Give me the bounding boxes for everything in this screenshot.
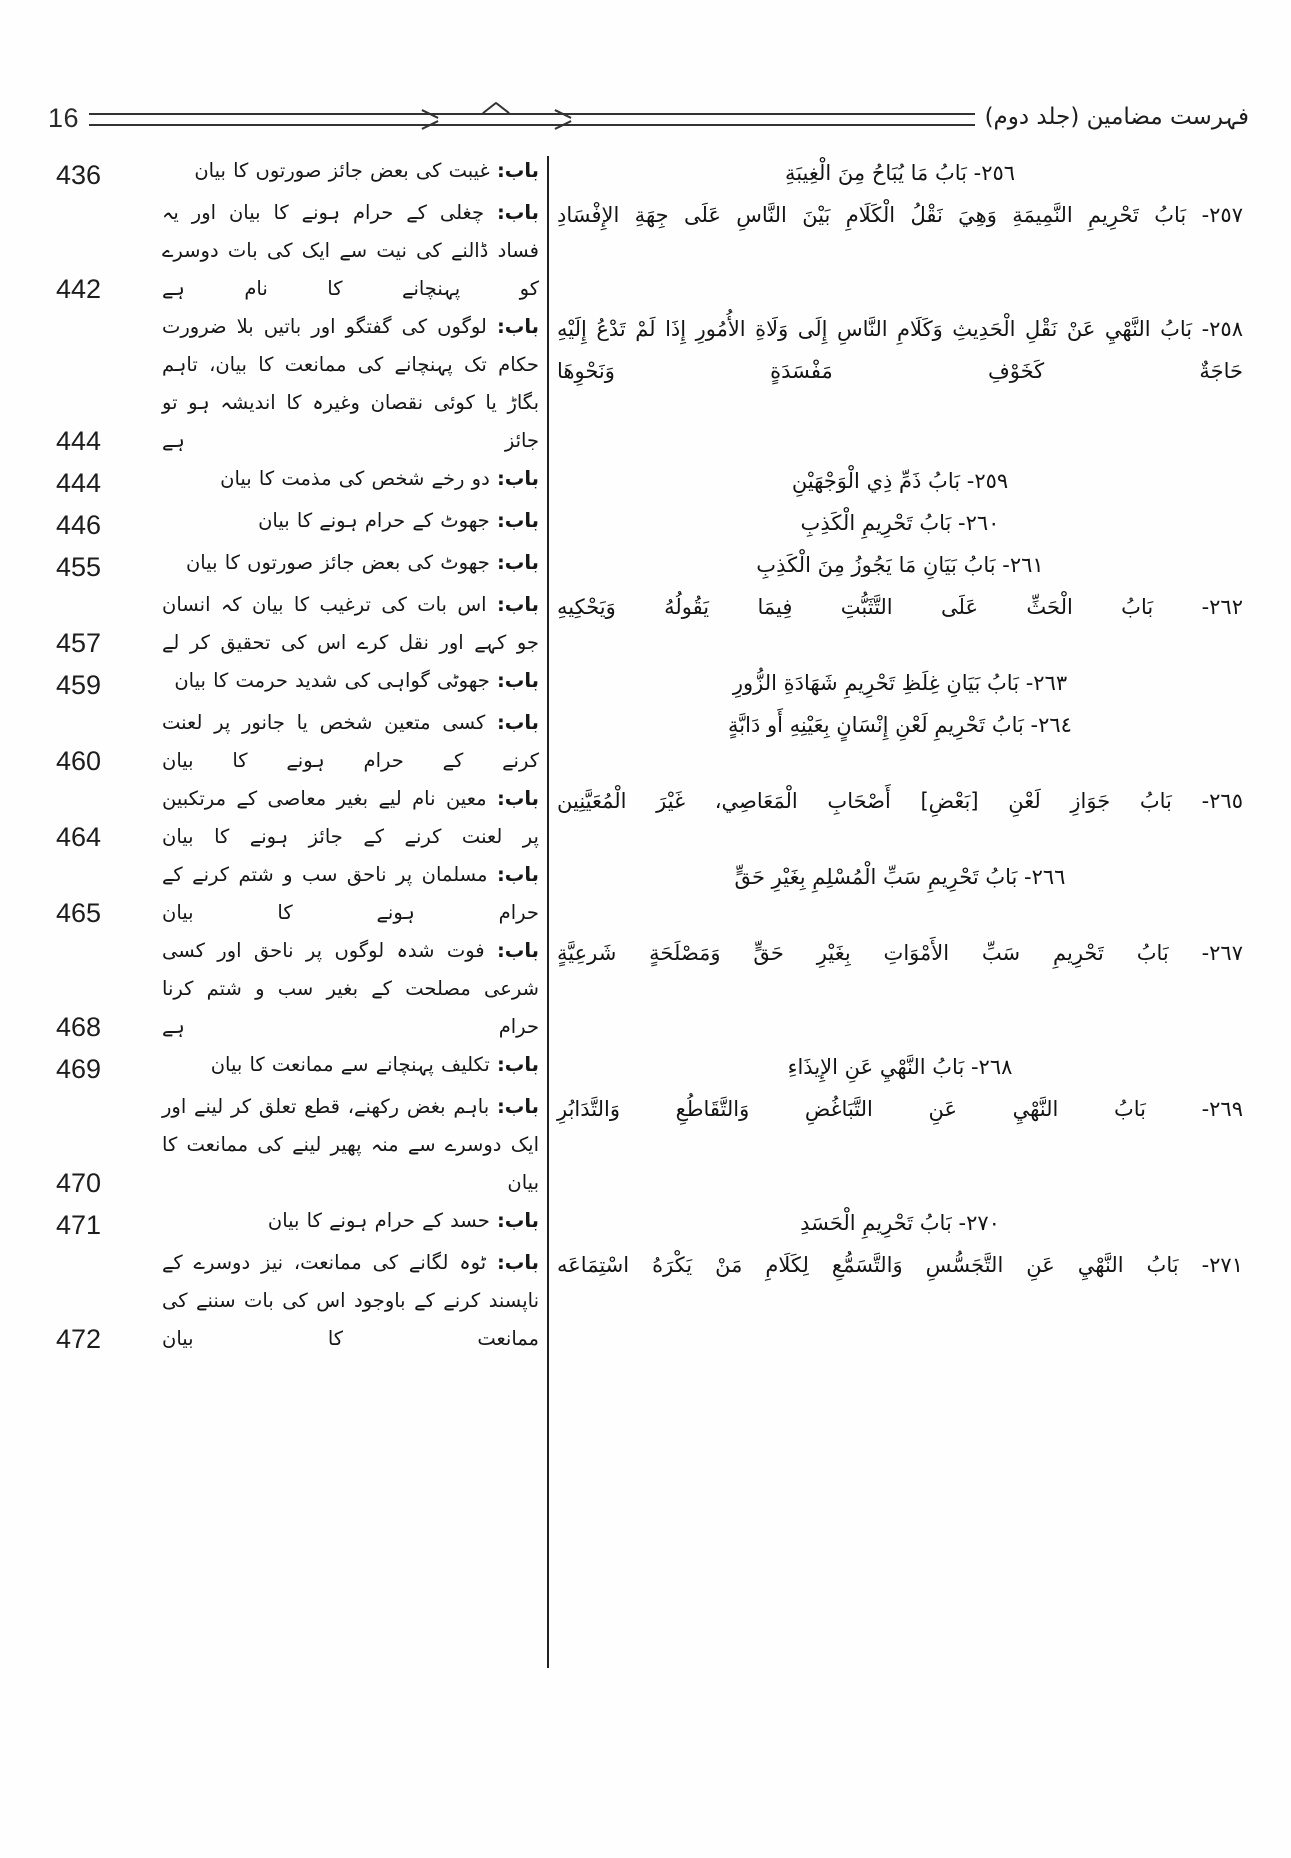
toc-urdu-label: باب: (496, 551, 539, 575)
toc-urdu-title (158, 932, 547, 1046)
toc-chapter-number: ٢٥٨- (1201, 317, 1243, 342)
toc-urdu-label: باب: (496, 509, 539, 533)
toc-urdu-text: اس بات کی ترغیب کا بیان کہ انسان جو کہے اور نقل کرے اس کی تحقیق کر لے (162, 593, 539, 655)
toc-urdu-title (158, 1088, 547, 1202)
toc-urdu-title (158, 1046, 547, 1084)
toc-urdu-label: باب: (496, 939, 539, 963)
toc-urdu-title (158, 856, 547, 932)
rule-line-bottom (89, 124, 975, 126)
toc-row[interactable] (40, 586, 1257, 662)
toc-urdu-label: باب: (496, 201, 539, 224)
toc-urdu-label: باب: (496, 593, 539, 617)
toc-chapter-number: ٢٦٧- (1201, 941, 1243, 966)
toc-urdu-label: باب: (496, 315, 539, 339)
toc-chapter-number: ٢٦٩- (1201, 1097, 1243, 1122)
toc-urdu-label: باب: (496, 1053, 539, 1077)
toc-chapter-number: ٢٧٠- (958, 1211, 1000, 1236)
toc-arabic-text: بَابُ تَحْرِيمِ سَبِّ الْمُسْلِمِ بِغَيْرِ حَقٍّ (734, 865, 1025, 890)
toc-chapter-number: ٢٦٤- (1030, 713, 1072, 738)
toc-chapter-number: ٢٦١- (1002, 553, 1044, 578)
toc-arabic-title (547, 152, 1257, 194)
toc-page-number: 470 (56, 1168, 102, 1199)
toc-urdu-text: چغلی کے حرام ہونے کا بیان اور یہ فساد ڈالنے کی نیت سے ایک کی بات دوسرے کو پہنچانے کا نام ہے (162, 201, 539, 301)
column-divider (547, 156, 549, 1668)
toc-arabic-text: بَابُ النَّهْيِ عَنِ الإِيذَاءِ (787, 1055, 971, 1080)
toc-urdu-text: جھوٹ کے حرام ہونے کا بیان (258, 509, 497, 533)
toc-row[interactable] (40, 194, 1257, 308)
toc-arabic-text: بَابُ تَحْرِيمِ سَبِّ الأَمْوَاتِ بِغَيْرِ حَقٍّ وَمَصْلَحَةٍ شَرعِيَّةٍ (557, 941, 1202, 966)
toc-arabic-title (547, 856, 1257, 898)
toc-row[interactable] (40, 502, 1257, 544)
toc-arabic-title (547, 194, 1257, 236)
toc-urdu-label: باب: (496, 1095, 539, 1119)
toc-urdu-label: باب: (496, 669, 539, 693)
toc-arabic-text: بَابُ الْحَثِّ عَلَى التَّثَبُّتِ فِيمَا يَقُولُهُ وَيَحْكِيهِ (557, 595, 1202, 620)
toc-row[interactable] (40, 460, 1257, 502)
rule-crossing-right (550, 107, 576, 131)
toc-row[interactable] (40, 152, 1257, 194)
toc-arabic-title (547, 1088, 1257, 1130)
toc-page-number: 459 (56, 670, 102, 701)
toc-arabic-text: بَابُ جَوَازِ لَعْنِ [بَعْضِ] أَصْحَابِ الْمَعَاصِي، غَيْرَ الْمُعَيَّنِين (557, 789, 1202, 814)
toc-arabic-title (547, 1046, 1257, 1088)
toc-row[interactable] (40, 662, 1257, 704)
toc-arabic-text: بَابُ بَيَانِ غِلَظِ تَحْرِيمِ شَهَادَةِ الزُّورِ (732, 671, 1026, 696)
toc-row[interactable] (40, 308, 1257, 460)
toc-page-number: 472 (56, 1324, 102, 1355)
toc-row[interactable] (40, 1046, 1257, 1088)
page-header (48, 96, 1249, 142)
toc-urdu-text: غیبت کی بعض جائز صورتوں کا بیان (194, 159, 497, 182)
toc-row[interactable] (40, 780, 1257, 856)
toc-urdu-title (158, 460, 547, 498)
toc-urdu-title (158, 780, 547, 856)
toc-arabic-text: بَابُ تَحْرِيمِ لَعْنِ إِنْسَانٍ بِعَيْنِهِ أَو دَابَّةٍ (728, 713, 1031, 738)
toc-arabic-text: بَابُ تَحْرِيمِ الْكَذِبِ (800, 511, 959, 536)
toc-urdu-title (158, 502, 547, 540)
toc-urdu-title (158, 704, 547, 780)
toc-page-number: 455 (56, 552, 102, 583)
toc-page-number: 469 (56, 1054, 102, 1085)
toc-arabic-text: بَابُ مَا يُبَاحُ مِنَ الْغِيبَةِ (784, 161, 974, 185)
toc-chapter-number: ٢٥٧- (1201, 203, 1243, 227)
toc-arabic-title (547, 780, 1257, 822)
toc-page-number: 444 (56, 468, 102, 499)
rule-crossing-left (417, 107, 443, 131)
toc-page-number: 464 (56, 822, 102, 853)
toc-arabic-title (547, 308, 1257, 392)
toc-chapter-number: ٢٥٦- (973, 161, 1016, 185)
toc-chapter-number: ٢٦٣- (1025, 671, 1068, 696)
toc-urdu-text: فوت شدہ لوگوں پر ناحق اور کسی شرعی مصلحت کے بغیر سب و شتم کرنا حرام ہے (162, 939, 539, 1039)
toc-urdu-text: ٹوہ لگانے کی ممانعت، نیز دوسرے کے ناپسند کرنے کے باوجود اس کی بات سننے کی ممانعت کا بیان (162, 1251, 539, 1351)
toc-arabic-text: بَابُ تَحْرِيمِ الْحَسَدِ (800, 1211, 959, 1236)
toc-urdu-text: باہم بغض رکھنے، قطع تعلق کر لینے اور ایک دوسرے سے منہ پھیر لینے کی ممانعت کا بیان (162, 1095, 539, 1195)
toc-urdu-text: مسلمان پر ناحق سب و شتم کرنے کے حرام ہونے کا بیان (162, 863, 539, 925)
toc-page-number: 444 (56, 426, 102, 457)
rule-peak-ornament (482, 101, 512, 114)
toc-urdu-label: باب: (496, 787, 539, 811)
toc-page-number: 465 (56, 898, 102, 929)
toc-arabic-title (547, 1202, 1257, 1244)
toc-urdu-text: جھوٹی گواہی کی شدید حرمت کا بیان (174, 669, 497, 693)
toc-chapter-number: ٢٦٦- (1024, 865, 1066, 890)
toc-urdu-text: جھوٹ کی بعض جائز صورتوں کا بیان (185, 551, 497, 575)
toc-page-number: 460 (56, 746, 102, 777)
toc-urdu-label: باب: (496, 1209, 539, 1233)
toc-arabic-title (547, 932, 1257, 974)
toc-urdu-label: باب: (496, 467, 539, 491)
toc-page-number: 468 (56, 1012, 102, 1043)
toc-arabic-title (547, 502, 1257, 544)
toc-row[interactable] (40, 544, 1257, 586)
page-title: فہرست مضامین (جلد دوم) (984, 104, 1249, 130)
header-rule-ornament (89, 107, 975, 131)
toc-chapter-number: ٢٦٥- (1201, 789, 1243, 814)
toc-chapter-number: ٢٦٢- (1201, 595, 1243, 620)
toc-arabic-text: بَابُ النَّهْيِ عَنْ نَقْلِ الْحَدِيثِ وَكَلَامِ النَّاسِ إِلَى وَلَاةِ الأُمُورِ إِذَا لَمْ تَدْعُ إِلَيْهِ حَاجَةٌ كَخَوْفِ مَفْسَدَةٍ وَنَحْوِهَا (557, 317, 1243, 384)
toc-arabic-title (547, 460, 1257, 502)
table-of-contents (40, 152, 1257, 1818)
toc-page-number: 442 (56, 273, 102, 304)
toc-row[interactable] (40, 704, 1257, 780)
toc-page-number: 446 (56, 510, 102, 541)
toc-arabic-title (547, 544, 1257, 586)
toc-page-number: 471 (56, 1210, 102, 1241)
toc-chapter-number: ٢٦٠- (958, 511, 1000, 536)
toc-urdu-text: حسد کے حرام ہونے کا بیان (267, 1209, 497, 1233)
toc-urdu-text: دو رخے شخص کی مذمت کا بیان (220, 467, 497, 491)
toc-arabic-title (547, 704, 1257, 746)
toc-arabic-title (547, 1244, 1257, 1286)
toc-arabic-text: بَابُ تَحْرِيمِ النَّمِيمَةِ وَهِيَ نَقْلُ الْكَلَامِ بَيْنَ النَّاسِ عَلَى جِهَةِ الإِفْسَادِ (557, 203, 1202, 227)
toc-urdu-title (158, 586, 547, 662)
toc-arabic-text: بَابُ بَيَانِ مَا يَجُوزُ مِنَ الْكَذِبِ (756, 553, 1003, 578)
toc-urdu-text: تکلیف پہنچانے سے ممانعت کا بیان (210, 1053, 497, 1077)
folio-number: 16 (48, 102, 80, 133)
toc-row[interactable] (40, 1244, 1257, 1358)
toc-urdu-title (158, 194, 547, 308)
toc-urdu-title (158, 544, 547, 582)
toc-chapter-number: ٢٦٨- (970, 1055, 1013, 1080)
toc-arabic-text: بَابُ النَّهْيِ عَنِ التَّبَاغُضِ وَالتَّقَاطُعِ وَالتَّدَابُرِ (557, 1097, 1202, 1122)
toc-row[interactable] (40, 856, 1257, 932)
toc-row[interactable] (40, 1088, 1257, 1202)
toc-urdu-label: باب: (496, 711, 539, 735)
toc-chapter-number: ٢٧١- (1201, 1253, 1243, 1278)
toc-urdu-text: معین نام لیے بغیر معاصی کے مرتکبین پر لعنت کرنے کے جائز ہونے کا بیان (162, 787, 539, 849)
toc-urdu-title (158, 308, 547, 460)
toc-urdu-label: باب: (496, 159, 539, 182)
toc-urdu-text: کسی متعین شخص یا جانور پر لعنت کرنے کے حرام ہونے کا بیان (162, 711, 539, 773)
toc-row[interactable] (40, 932, 1257, 1046)
toc-urdu-label: باب: (496, 863, 539, 887)
toc-urdu-title (158, 1244, 547, 1358)
toc-urdu-title (158, 662, 547, 700)
rule-line-top (89, 113, 975, 115)
toc-urdu-title (158, 1202, 547, 1240)
toc-chapter-number: ٢٥٩- (966, 469, 1009, 494)
toc-urdu-title (158, 152, 547, 190)
toc-arabic-title (547, 662, 1257, 704)
toc-arabic-title (547, 586, 1257, 628)
toc-page-number: 436 (56, 159, 102, 190)
toc-urdu-label: باب: (496, 1251, 539, 1275)
toc-page-number: 457 (56, 628, 102, 659)
toc-arabic-text: بَابُ النَّهْيِ عَنِ التَّجَسُّسِ وَالتَّسَمُّعِ لِكَلَامِ مَنْ يَكْرَهُ اسْتِمَاعَه (557, 1253, 1202, 1278)
toc-row[interactable] (40, 1202, 1257, 1244)
toc-urdu-text: لوگوں کی گفتگو اور باتیں بلا ضرورت حکام تک پہنچانے کی ممانعت کا بیان، تاہم بگاڑ یا کوئی نقصان وغیرہ کا اندیشہ ہو تو جائز ہے (162, 315, 539, 453)
toc-arabic-text: بَابُ ذَمِّ ذِي الْوَجْهَيْنِ (791, 469, 967, 494)
